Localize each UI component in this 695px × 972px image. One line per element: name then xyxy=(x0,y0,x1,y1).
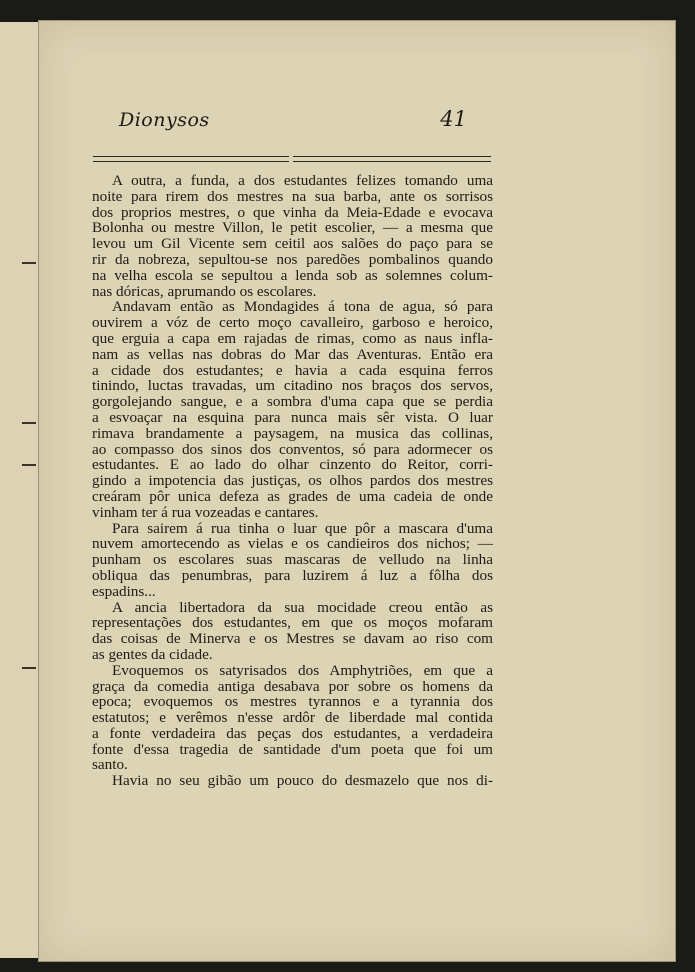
text-line: Para sairem á rua tinha o luar que pôr a mascara d'uma xyxy=(112,519,493,537)
text-line: levou um Gil Vicente sem ceitil aos salões do paço para se xyxy=(92,235,493,253)
margin-mark xyxy=(22,464,36,466)
text-line: que erguia a capa em rajadas de rimas, como as naus infla- xyxy=(92,329,493,347)
text-line: estudantes. E ao lado do olhar cinzento do Reitor, corri- xyxy=(92,456,493,474)
text-line: nam as vellas nas dobras do Mar das Aventuras. Então era xyxy=(92,345,493,363)
text-line: Bolonha ou mestre Villon, le petit escolier, — a mesma que xyxy=(92,219,493,237)
text-line: santo. xyxy=(92,756,128,774)
text-line: das coisas de Minerva e os Mestres se davam ao riso com xyxy=(92,630,493,648)
text-line: obliqua das penumbras, para luzirem á luz a fôlha dos xyxy=(92,566,493,584)
running-head xyxy=(93,109,491,141)
text-line: Andavam então as Mondagides á tona de agua, só para xyxy=(112,298,493,316)
text-line: vinham ter á rua vozeadas e cantares. xyxy=(92,503,319,521)
text-line: Evoquemos os satyrisados dos Amphytriões, em que a xyxy=(112,661,493,679)
text-line: Havia no seu gibão um pouco do desmazelo que nos di- xyxy=(112,772,493,790)
text-line: fonte d'essa tragedia de santidade d'um poeta que foi um xyxy=(92,740,493,758)
text-line: ao compasso dos sinos dos conventos, só para adormecer os xyxy=(92,440,493,458)
text-line: A ancia libertadora da sua mocidade creou então as xyxy=(112,598,493,616)
text-line: espadins... xyxy=(92,582,156,600)
text-line: na velha escola se sepultou a lenda sob as solemnes colum- xyxy=(92,266,493,284)
text-line: a esvoaçar na esquina para nunca mais sêr vista. O luar xyxy=(92,408,493,426)
text-line: nuvem amortecendo as vielas e os candieiros dos nichos; — xyxy=(92,535,493,553)
rule-gap xyxy=(289,154,293,164)
text-line: noite para rirem dos mestres na sua barba, ante os sorrisos xyxy=(92,187,493,205)
text-line: epoca; evoquemos os mestres tyrannos e a tyrannia dos xyxy=(92,693,493,711)
adjacent-page-edge xyxy=(0,22,41,958)
running-title: Dionysos xyxy=(119,109,210,131)
text-line: gindo a impotencia das justiças, os olhos pardos dos mestres xyxy=(92,472,493,490)
text-line: A outra, a funda, a dos estudantes felizes tomando uma xyxy=(112,172,493,189)
text-line: creáram pôr unica defeza as grades de uma cadeia de onde xyxy=(92,487,493,505)
margin-mark xyxy=(22,262,36,264)
text-line: nas dóricas, aprumando os escolares. xyxy=(92,282,317,300)
text-line: tinindo, luctas travadas, um citadino nos braços dos servos, xyxy=(92,377,493,395)
text-line: a fonte verdadeira das peças dos estudantes, a verdadeira xyxy=(92,724,493,742)
text-line: graça da comedia antiga desabava por sobre os homens da xyxy=(92,677,493,695)
text-line: representações dos estudantes, em que os moços mofaram xyxy=(92,614,493,632)
margin-mark xyxy=(22,422,36,424)
body-text xyxy=(92,173,493,789)
text-line: ouvirem a vóz de certo moço cavalleiro, garboso e heroico, xyxy=(92,314,493,332)
text-line: a cidade dos estudantes; e havia a cada esquina ferros xyxy=(92,361,493,379)
text-line: rimava brandamente a paysagem, na musica das collinas, xyxy=(92,424,493,442)
page-number: 41 xyxy=(440,107,467,131)
text-line: estatutos; e verêmos n'esse ardôr de liberdade mal contida xyxy=(92,709,493,727)
book-page xyxy=(38,20,676,962)
text-line: gorgolejando sangue, e a sombra d'uma capa que se perdia xyxy=(92,393,493,411)
text-line: rir da nobreza, sepultou-se nos paredões pombalinos quando xyxy=(92,250,493,268)
text-line: dos proprios mestres, o que vinha da Meia-Edade e evocava xyxy=(92,203,493,221)
text-line: punham os escolares suas mascaras de velludo na linha xyxy=(92,551,493,569)
margin-mark xyxy=(22,667,36,669)
text-line: as gentes da cidade. xyxy=(92,645,213,663)
